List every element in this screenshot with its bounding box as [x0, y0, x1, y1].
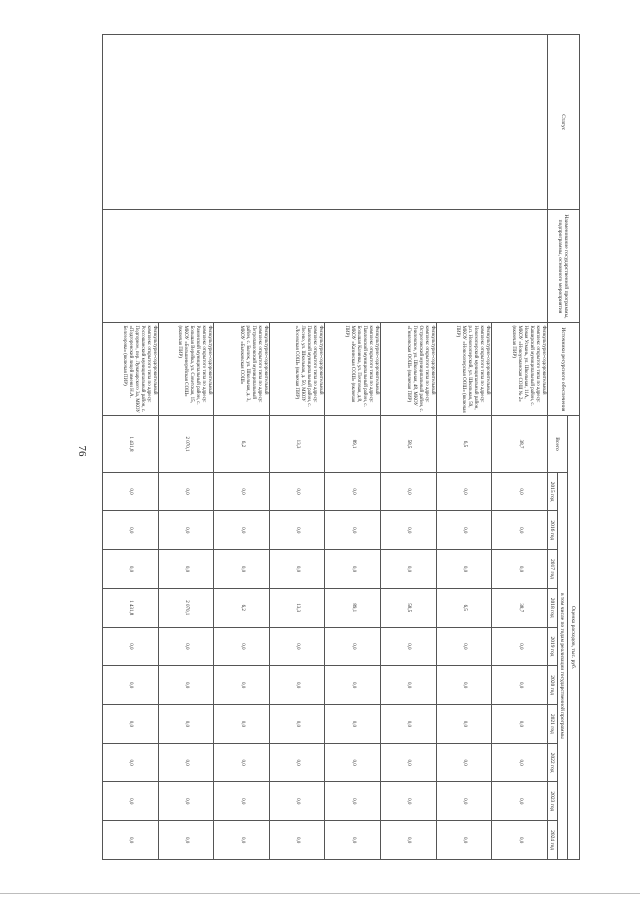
funding-source-cell: Физкультурно-оздоровительный комплекс открытого типа по адресу: Рамонский муниципальный район, с. Большая Верейка, ул. Советская, 15, МКОУ «Большеверейская СОШ» (включая ПИР) — [158, 323, 214, 416]
header-year-2: 2017 год — [548, 550, 558, 589]
funding-source-cell: Физкультурно-оздоровительный комплекс открытого типа по адресу: Павловский муниципальный район, с. Лосево, ул. Школьная, д. 50, МКОУ «Лосевская СОШ» (включая ПИР) — [269, 323, 325, 416]
table-row — [492, 35, 548, 860]
header-year-5: 2020 год — [548, 666, 558, 705]
year-value-cell: 0,0 — [492, 511, 548, 550]
year-value-cell: 0,0 — [158, 472, 214, 511]
year-value-cell: 0,0 — [436, 821, 492, 860]
header-total: Всего — [548, 416, 568, 472]
year-value-cell: 0,0 — [214, 550, 270, 589]
header-year-9: 2024 год — [548, 821, 558, 860]
year-value-cell: 0,0 — [269, 511, 325, 550]
year-value-cell: 0,0 — [436, 627, 492, 666]
year-value-cell: 0,0 — [325, 666, 381, 705]
year-value-cell: 0,0 — [158, 511, 214, 550]
header-year-4: 2019 год — [548, 627, 558, 666]
year-value-cell: 0,0 — [103, 511, 159, 550]
header-year-1: 2016 год — [548, 511, 558, 550]
year-value-cell: 0,0 — [214, 627, 270, 666]
year-value-cell: 0,0 — [325, 550, 381, 589]
year-value-cell: 0,0 — [381, 627, 437, 666]
header-estimate: Оценка расходов, тыс. руб. — [568, 416, 580, 860]
year-value-cell: 38,7 — [492, 588, 548, 627]
year-value-cell: 0,0 — [436, 782, 492, 821]
year-value-cell: 0,0 — [325, 511, 381, 550]
funding-source-cell: Физкультурно-оздоровительный комплекс открытого типа по адресу: Россошанский муниципальный район, с. Подгорное, пер. Луначарского 3а, МКОУ «Подгоренский лицей имени Н.А. Белозорова» (включая ПИР) — [103, 323, 159, 416]
year-value-cell: 0,0 — [103, 666, 159, 705]
year-value-cell: 0,0 — [269, 550, 325, 589]
year-value-cell: 0,0 — [214, 743, 270, 782]
year-value-cell: 0,0 — [492, 705, 548, 744]
year-value-cell: 0,0 — [158, 743, 214, 782]
total-cell: 6,5 — [436, 416, 492, 472]
year-value-cell: 0,0 — [103, 472, 159, 511]
year-value-cell: 0,0 — [103, 705, 159, 744]
year-value-cell: 0,0 — [381, 511, 437, 550]
header-year-6: 2021 год — [548, 705, 558, 744]
budget-table — [102, 34, 580, 860]
page-number: 76 — [76, 445, 88, 457]
funding-source-cell: Физкультурно-оздоровительный комплекс открытого типа по адресу: Петропавловский муниципальный район, с. Бычок, ул. Школьная, д. 3, МКОУ «Бычковская СОШ» — [214, 323, 270, 416]
year-value-cell: 0,0 — [436, 472, 492, 511]
total-cell: 1 431,8 — [103, 416, 159, 472]
header-year-8: 2023 год — [548, 782, 558, 821]
year-value-cell: 0,0 — [158, 550, 214, 589]
year-value-cell: 0,0 — [269, 743, 325, 782]
year-value-cell: 0,0 — [214, 705, 270, 744]
program-name-cell — [103, 210, 548, 323]
year-value-cell: 2 070,1 — [158, 588, 214, 627]
year-value-cell: 0,0 — [492, 821, 548, 860]
year-value-cell: 0,0 — [436, 743, 492, 782]
year-value-cell: 0,0 — [325, 821, 381, 860]
year-value-cell: 0,0 — [492, 472, 548, 511]
total-cell: 58,5 — [381, 416, 437, 472]
year-value-cell: 0,0 — [269, 705, 325, 744]
year-value-cell: 0,0 — [492, 666, 548, 705]
year-value-cell: 0,0 — [381, 743, 437, 782]
year-value-cell: 0,0 — [103, 550, 159, 589]
header-status: Статус — [548, 35, 580, 210]
funding-source-cell: Физкультурно-оздоровительный комплекс открытого типа по адресу: Павловский муниципальный район, с. Большая Казинка, ул. Почтовая, д.8, МКОУ «Казинская СОШ» (включая ПИР) — [325, 323, 381, 416]
year-value-cell: 0,0 — [103, 782, 159, 821]
year-value-cell: 0,0 — [158, 627, 214, 666]
year-value-cell: 0,0 — [436, 666, 492, 705]
year-value-cell: 0,0 — [381, 472, 437, 511]
year-value-cell: 0,0 — [492, 782, 548, 821]
year-value-cell: 0,0 — [325, 705, 381, 744]
year-value-cell: 0,0 — [103, 821, 159, 860]
year-value-cell: 0,0 — [158, 705, 214, 744]
year-value-cell: 0,0 — [381, 782, 437, 821]
year-value-cell: 0,0 — [103, 627, 159, 666]
year-value-cell: 1 431,8 — [103, 588, 159, 627]
year-value-cell: 58,5 — [381, 588, 437, 627]
total-cell: 6,2 — [214, 416, 270, 472]
year-value-cell: 0,0 — [381, 666, 437, 705]
year-value-cell: 0,0 — [325, 782, 381, 821]
year-value-cell: 0,0 — [436, 705, 492, 744]
year-value-cell: 0,0 — [325, 472, 381, 511]
year-value-cell: 89,1 — [325, 588, 381, 627]
header-by-years: в том числе по годам реализации государственной программы — [558, 472, 568, 859]
year-value-cell: 0,0 — [269, 627, 325, 666]
year-value-cell: 0,0 — [214, 666, 270, 705]
year-value-cell: 0,0 — [325, 627, 381, 666]
year-value-cell: 0,0 — [269, 666, 325, 705]
total-cell: 2 070,1 — [158, 416, 214, 472]
total-cell: 89,1 — [325, 416, 381, 472]
header-year-0: 2015 год — [548, 472, 558, 511]
year-value-cell: 0,0 — [325, 743, 381, 782]
year-value-cell: 0,0 — [436, 550, 492, 589]
year-value-cell: 0,0 — [492, 743, 548, 782]
year-value-cell: 0,0 — [492, 550, 548, 589]
year-value-cell: 0,0 — [269, 782, 325, 821]
year-value-cell: 6,5 — [436, 588, 492, 627]
status-cell — [103, 35, 548, 210]
year-value-cell: 0,0 — [381, 550, 437, 589]
year-value-cell: 0,0 — [103, 743, 159, 782]
year-value-cell: 0,0 — [214, 472, 270, 511]
year-value-cell: 0,0 — [214, 511, 270, 550]
header-funding-source: Источники ресурсного обеспечения — [548, 323, 580, 416]
year-value-cell: 0,0 — [158, 782, 214, 821]
year-value-cell: 13,3 — [269, 588, 325, 627]
funding-source-cell: Физкультурно-оздоровительный комплекс открытого типа по адресу: Каширский муниципальный район, с. Новая Усмань, ул. Школьная, 11А, МКОУ «Новоусманская СОШ № 2» (включая ПИР) — [492, 323, 548, 416]
year-value-cell: 0,0 — [158, 821, 214, 860]
year-value-cell: 0,0 — [436, 511, 492, 550]
year-value-cell: 0,0 — [269, 821, 325, 860]
year-value-cell: 0,0 — [214, 782, 270, 821]
total-cell: 13,3 — [269, 416, 325, 472]
budget-table-rotated — [102, 34, 580, 860]
total-cell: 38,7 — [492, 416, 548, 472]
year-value-cell: 0,0 — [214, 821, 270, 860]
year-value-cell: 0,0 — [158, 666, 214, 705]
year-value-cell: 0,0 — [269, 472, 325, 511]
year-value-cell: 0,0 — [492, 627, 548, 666]
header-program-name: Наименование государственной программы, подпрограммы, основного мероприятия — [548, 210, 580, 323]
funding-source-cell: Физкультурно-оздоровительный комплекс открытого типа по адресу: Острогожский муниципальный район, с. Гниловское, ул. Школьная, 48, МКОУ «Гниловская ООШ» (включая ПИР) — [381, 323, 437, 416]
year-value-cell: 6,2 — [214, 588, 270, 627]
bottom-rule — [0, 893, 640, 894]
header-year-7: 2022 год — [548, 743, 558, 782]
year-value-cell: 0,0 — [381, 821, 437, 860]
year-value-cell: 0,0 — [381, 705, 437, 744]
header-year-3: 2018 год — [548, 588, 558, 627]
funding-source-cell: Физкультурно-оздоровительный комплекс открытого типа по адресу: Новохоперский муниципальный район, р.п. Новохоперский, ул. Школьная, 59, МКОУ «Новохоперская ООШ» (включая ПИР) — [436, 323, 492, 416]
